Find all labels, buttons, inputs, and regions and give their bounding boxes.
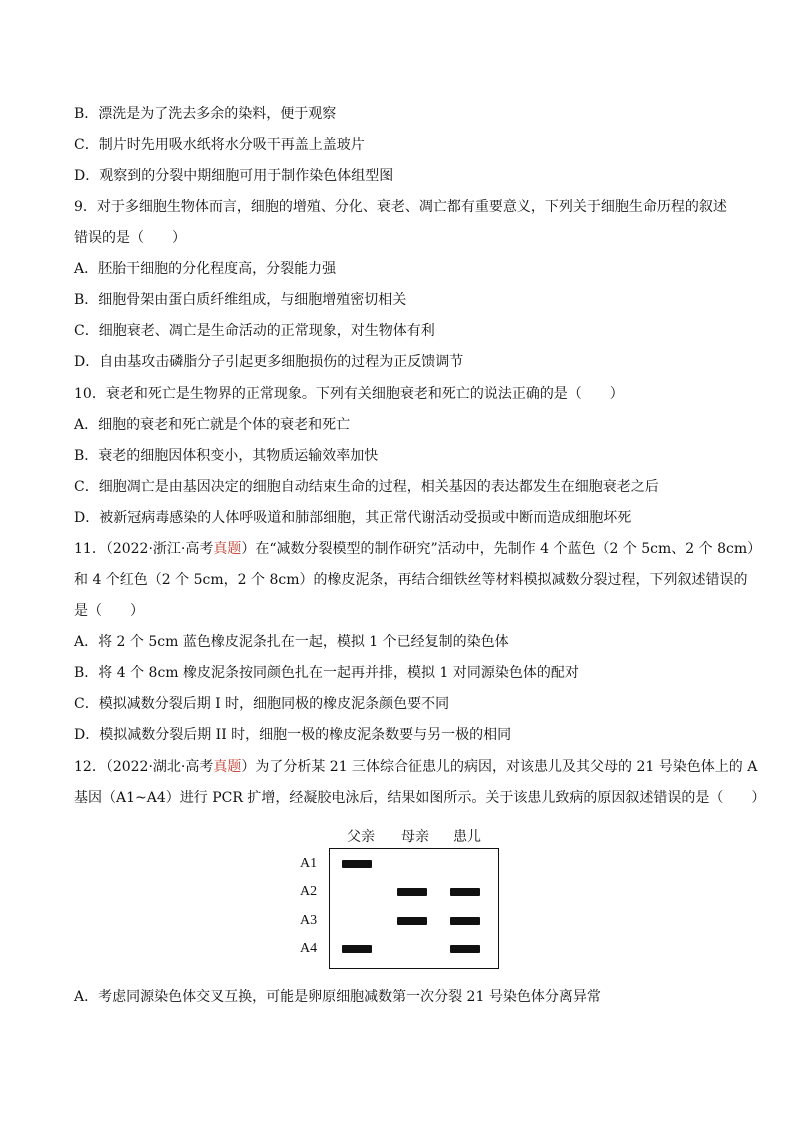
q9-option-d: D．自由基攻击磷脂分子引起更多细胞损伤的过程为正反馈调节 bbox=[74, 354, 464, 370]
gel-band-a3-mother bbox=[397, 917, 427, 925]
gel-column-father: 父亲 bbox=[347, 829, 375, 845]
q11-stem-line-1 bbox=[74, 540, 762, 558]
q12-stem-suffix: ）为了分析某 21 三体综合征患儿的病因，对该患儿及其父母的 21 号染色体上的 A bbox=[241, 759, 758, 775]
q8-option-d: D．观察到的分裂中期细胞可用于制作染色体组型图 bbox=[74, 168, 394, 184]
q11-stem-line-3: 是（ ） bbox=[74, 603, 144, 619]
gel-band-a1-father bbox=[342, 860, 372, 868]
q11-option-d: D．模拟减数分裂后期 II 时，细胞一极的橡皮泥条数要与另一极的相同 bbox=[74, 727, 512, 743]
gel-band-a4-father bbox=[342, 945, 372, 953]
gel-frame bbox=[329, 848, 499, 969]
gel-electrophoresis-figure bbox=[296, 824, 506, 974]
gel-band-a4-child bbox=[450, 945, 480, 953]
q12-source-tag: 真题 bbox=[213, 759, 242, 775]
gel-band-a2-mother bbox=[397, 888, 427, 896]
q11-stem-prefix: 11．（2022·浙江·高考 bbox=[74, 541, 214, 557]
gel-column-child: 患儿 bbox=[453, 829, 481, 845]
q9-option-b: B．细胞骨架由蛋白质纤维组成，与细胞增殖密切相关 bbox=[74, 292, 407, 308]
gel-row-a3: A3 bbox=[300, 913, 318, 928]
q10-option-b: B．衰老的细胞因体积变小，其物质运输效率加快 bbox=[74, 448, 379, 464]
q12-stem-line-1 bbox=[74, 758, 758, 776]
q10-stem: 10．衰老和死亡是生物界的正常现象。下列有关细胞衰老和死亡的说法正确的是（ ） bbox=[74, 386, 624, 402]
q11-option-c: C．模拟减数分裂后期 I 时，细胞同极的橡皮泥条颜色要不同 bbox=[74, 696, 450, 712]
q12-stem-line-2: 基因（A1~A4）进行 PCR 扩增，经凝胶电泳后，结果如图所示。关于该患儿致病的原因叙述错误的是（ ） bbox=[74, 790, 766, 806]
q12-stem-prefix: 12．（2022·湖北·高考 bbox=[74, 759, 214, 775]
gel-row-a1: A1 bbox=[300, 856, 318, 871]
q11-stem-suffix: ）在“减数分裂模型的制作研究”活动中，先制作 4 个蓝色（2 个 5cm、2 个 8cm） bbox=[241, 541, 762, 557]
gel-band-a3-child bbox=[450, 917, 480, 925]
q9-option-c: C．细胞衰老、凋亡是生命活动的正常现象，对生物体有利 bbox=[74, 323, 435, 339]
q11-option-a: A．将 2 个 5cm 蓝色橡皮泥条扎在一起，模拟 1 个已经复制的染色体 bbox=[74, 634, 509, 650]
q11-option-b: B．将 4 个 8cm 橡皮泥条按同颜色扎在一起再并排，模拟 1 对同源染色体的配对 bbox=[74, 665, 579, 681]
q9-option-a: A．胚胎干细胞的分化程度高，分裂能力强 bbox=[74, 261, 337, 277]
gel-column-mother: 母亲 bbox=[401, 829, 429, 845]
gel-row-a2: A2 bbox=[300, 884, 318, 899]
q10-option-c: C．细胞凋亡是由基因决定的细胞自动结束生命的过程，相关基因的表达都发生在细胞衰老之后 bbox=[74, 479, 659, 495]
q9-stem-line-1: 9．对于多细胞生物体而言，细胞的增殖、分化、衰老、凋亡都有重要意义，下列关于细胞生命历程的叙述 bbox=[74, 199, 727, 215]
q8-option-c: C．制片时先用吸水纸将水分吸干再盖上盖玻片 bbox=[74, 137, 365, 153]
q10-option-d: D．被新冠病毒感染的人体呼吸道和肺部细胞，其正常代谢活动受损或中断而造成细胞坏死 bbox=[74, 510, 632, 526]
q11-source-tag: 真题 bbox=[213, 541, 242, 557]
q10-option-a: A．细胞的衰老和死亡就是个体的衰老和死亡 bbox=[74, 417, 351, 433]
q12-option-a: A．考虑同源染色体交叉互换，可能是卵原细胞减数第一次分裂 21 号染色体分离异常 bbox=[74, 989, 601, 1005]
q9-stem-line-2: 错误的是（ ） bbox=[74, 230, 186, 246]
gel-row-a4: A4 bbox=[300, 941, 318, 956]
q11-stem-line-2: 和 4 个红色（2 个 5cm，2 个 8cm）的橡皮泥条，再结合细铁丝等材料模拟减数分裂过程，下列叙述错误的 bbox=[74, 572, 748, 588]
gel-band-a2-child bbox=[450, 888, 480, 896]
q8-option-b: B．漂洗是为了洗去多余的染料，便于观察 bbox=[74, 106, 337, 122]
